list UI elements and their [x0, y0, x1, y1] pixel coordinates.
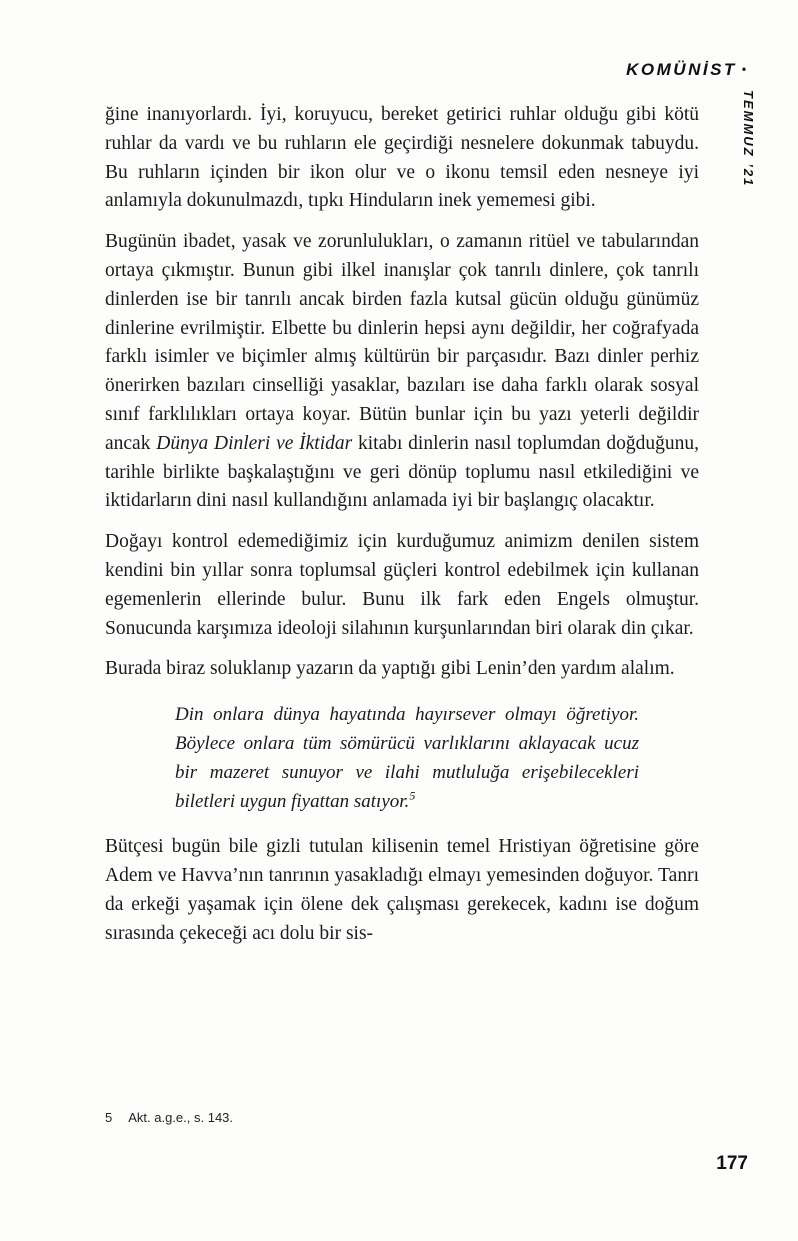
text-run: Bütçesi bugün bile gizli tutulan kilisenin temel Hristiyan öğretisine göre Adem ve Havva’nın tanrının yasakladığı elmayı yemesinden doğuyor. Tanrı da erkeği yaşamak için ölene dek çalışması gerekecek, kadını ise doğum sırasında çekeceği acı dolu bir sis-: [105, 836, 699, 944]
paragraph: [105, 655, 699, 684]
text-run: Din onlara dünya hayatında hayırsever olmayı öğretiyor. Böylece onlara tüm sömürücü varlıklarını aklayacak ucuz bir mazeret sunuyor ve ilahi mutluluğa erişebilecekleri biletleri uygun fiyattan satıyor.: [175, 704, 639, 812]
footnote-text: Akt. a.g.e., s. 143.: [128, 1110, 234, 1125]
body-text: [105, 101, 699, 961]
paragraph: [105, 528, 699, 643]
text-run: kitabı dinlerin nasıl toplumdan doğduğunu, tarihle birlikte başkalaştığını ve geri dönüp toplumu nasıl etkilediğini ve iktidarların dini nasıl kullandığını anlamada iyi bir başlangıç olacaktır.: [105, 432, 699, 512]
page-number: 177: [716, 1153, 748, 1174]
text-run: Bugünün ibadet, yasak ve zorunlulukları, o zamanın ritüel ve tabularından ortaya çıkmıştır. Bunun gibi ilkel inanışlar çok tanrılı dinlere, çok tanrılı dinlerden ise bir tanrılı ancak birden fazla kutsal gücün olduğu günümüz dinlerine evrilmiştir. Elbette bu dinlerin hepsi aynı değildir, her coğrafyada farklı isimler ve biçimler almış kültürün bir parçasıdır. Bazı dinler perhiz önerirken bazıları cinselliği yasaklar, bazıları ise daha farklı olarak sosyal sınıf farklılıkları ortaya koyar. Bütün bunlar için bu yazı yeterli değildir ancak: [105, 231, 699, 454]
paragraph: [105, 101, 699, 216]
issue-date-label: TEMMUZ ’21: [741, 90, 756, 188]
text-run: ğine inanıyorlardı. İyi, koruyucu, bereket getirici ruhlar olduğu gibi kötü ruhlar da vardı ve bu ruhların ele geçirdiği nesnelere dokunmak tabuydu. Bu ruhların içinden bir ikon olur ve o ikonu temsil eden nesneye iyi anlamıyla dokunulmazdı, tıpkı Hinduların inek yememesi gibi.: [105, 104, 699, 212]
journal-title: KOMÜNİST: [626, 60, 737, 79]
paragraph: [105, 228, 699, 516]
footnote-reference: 5: [409, 788, 416, 803]
italic-book-title: Dünya Dinleri ve İktidar: [156, 432, 353, 454]
text-run: Burada biraz soluklanıp yazarın da yaptığı gibi Lenin’den yardım alalım.: [105, 658, 675, 680]
footnote-marker: 5: [105, 1110, 113, 1125]
text-run: Doğayı kontrol edemediğimiz için kurduğumuz animizm denilen sistem kendini bin yıllar sonra toplumsal güçleri kontrol edebilmek için kullanan egemenlerin ellerinde bulur. Bunu ilk fark eden Engels olmuştur. Sonucunda karşımıza ideoloji silahının kurşunlarından biri olarak din çıkar.: [105, 531, 699, 639]
page-header: [626, 60, 746, 80]
header-bullet-icon: •: [741, 62, 746, 76]
block-quote: [175, 701, 639, 816]
footnote: [105, 1110, 233, 1125]
paragraph: [105, 833, 699, 948]
